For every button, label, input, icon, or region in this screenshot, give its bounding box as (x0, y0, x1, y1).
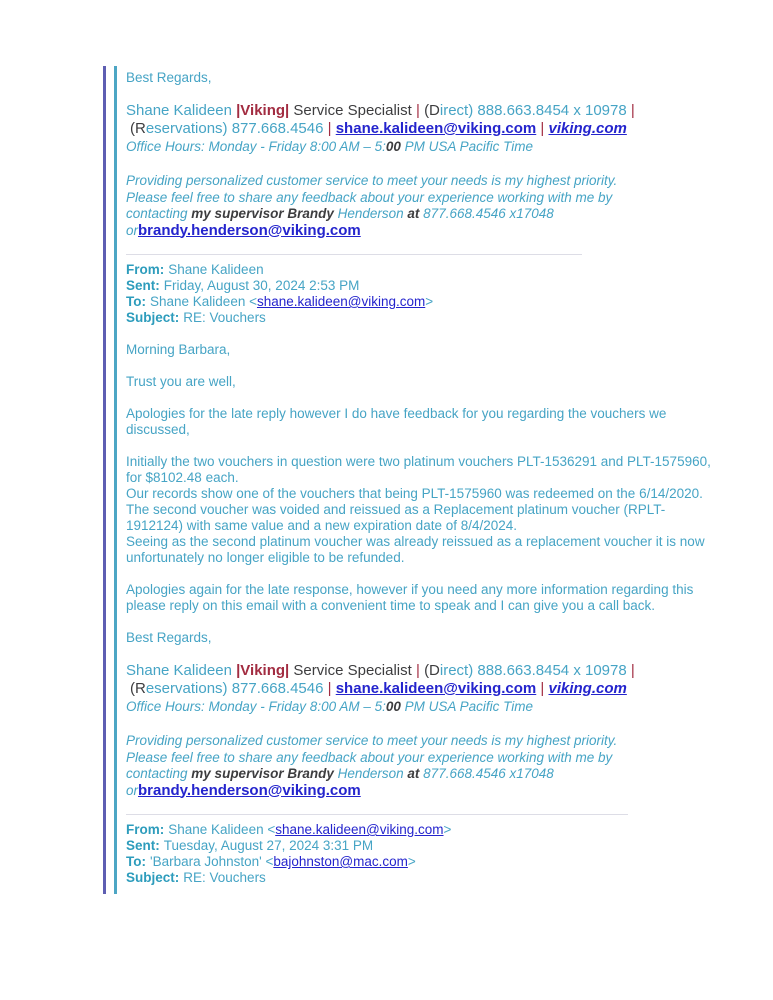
sent-label: Sent: (126, 278, 160, 293)
feedback-text: at (407, 766, 424, 781)
supervisor-surname: Henderson (337, 766, 408, 781)
to-label: To: (126, 294, 146, 309)
reservations-label-dark: (R (130, 680, 146, 697)
reservations-label: eservations) (145, 680, 232, 697)
separator-pipe: | (327, 680, 336, 697)
closing-paragraph: Apologies again for the late response, however if you need any more information regarding this please reply on this email with a convenient time to speak and I can give you a call back. (126, 582, 694, 613)
email-header-aug27 (126, 822, 714, 886)
sent-value: Tuesday, August 27, 2024 3:31 PM (163, 838, 374, 853)
subject-value: RE: Vouchers (183, 310, 266, 325)
supervisor-name: my supervisor Brandy (191, 206, 338, 221)
quote-bar-inner (114, 66, 714, 894)
separator-pipe: | (327, 120, 336, 137)
feedback-text: at (407, 206, 424, 221)
subject-label: Subject: (126, 870, 180, 885)
to-email-link[interactable]: bajohnston@mac.com (273, 854, 408, 869)
divider (126, 814, 628, 815)
feedback-line-4 (126, 223, 714, 240)
email-header-aug30 (126, 262, 714, 326)
signature-closing: Best Regards, (126, 70, 212, 85)
from-label: From: (126, 262, 165, 277)
header-to-row (126, 294, 714, 310)
separator-pipe: | (415, 662, 425, 679)
header-from-row (126, 822, 714, 838)
feedback-line-2: Please feel free to share any feedback about your experience working with me by (126, 749, 613, 765)
office-hours-minutes: 00 (385, 699, 401, 714)
signature-email-link[interactable]: shane.kalideen@viking.com (335, 120, 537, 137)
brand-name: Viking (240, 662, 286, 679)
feedback-line-3 (126, 766, 714, 783)
separator-pipe: | (536, 680, 549, 697)
apology-paragraph: Apologies for the late reply however I do have feedback for you regarding the vouchers we discussed, (126, 406, 667, 437)
direct-label-dark: (D (424, 662, 440, 679)
separator-pipe: | (630, 662, 635, 679)
signature-block (126, 662, 714, 799)
header-subject-row (126, 870, 714, 886)
feedback-line-4 (126, 783, 714, 800)
brand-pipe: | (236, 102, 241, 119)
header-from-row (126, 262, 714, 278)
sent-value: Friday, August 30, 2024 2:53 PM (163, 278, 360, 293)
brand-pipe: | (285, 662, 294, 679)
reservations-phone: 877.668.4546 (231, 120, 328, 137)
from-label: From: (126, 822, 165, 837)
sent-label: Sent: (126, 838, 160, 853)
supervisor-phone: 877.668.4546 x17048 (423, 206, 554, 221)
signature-block (126, 102, 714, 239)
brand-name: Viking (240, 102, 286, 119)
separator-pipe: | (630, 102, 635, 119)
signature-line-1 (126, 102, 714, 120)
feedback-line-1: Providing personalized customer service to meet your needs is my highest priority. (126, 733, 618, 748)
feedback-line-2: Please feel free to share any feedback about your experience working with me by (126, 189, 613, 205)
feedback-line-3 (126, 206, 714, 223)
website-link[interactable]: viking.com (548, 680, 627, 697)
supervisor-email-link[interactable]: brandy.henderson@viking.com (138, 781, 361, 799)
voucher-detail-line: The second voucher was voided and reissued as a Replacement platinum voucher (RPLT- 1912124) with same value and a new expiration date of 8/4/2024. (126, 502, 666, 533)
signature-role: Service Specialist (293, 102, 416, 119)
office-hours (126, 138, 714, 155)
direct-label: irect) (439, 662, 478, 679)
reservations-label: eservations) (145, 120, 232, 137)
subject-value: RE: Vouchers (183, 870, 266, 885)
feedback-text: contacting (126, 206, 192, 221)
voucher-detail-line: Seeing as the second platinum voucher was already reissued as a replacement voucher it is now unfortunately no longer eligible to be refunded. (126, 534, 705, 565)
direct-label: irect) (439, 102, 478, 119)
signature-name: Shane Kalideen (126, 102, 237, 119)
supervisor-email-link[interactable]: brandy.henderson@viking.com (138, 221, 361, 239)
wellbeing-line: Trust you are well, (126, 374, 236, 389)
signature-closing: Best Regards, (126, 630, 212, 645)
direct-phone: 888.663.8454 x 10978 (477, 662, 631, 679)
separator-pipe: | (415, 102, 425, 119)
signature-line-1 (126, 662, 714, 680)
voucher-details-paragraph (126, 454, 714, 566)
office-hours-text: PM USA Pacific Time (400, 699, 534, 714)
from-value: Shane Kalideen (168, 262, 264, 277)
subject-label: Subject: (126, 310, 180, 325)
to-email-link[interactable]: shane.kalideen@viking.com (256, 294, 426, 309)
voucher-detail-line: Initially the two vouchers in question were two platinum vouchers PLT-1536291 and PLT-1575960, for $8102.48 each. (126, 454, 711, 485)
reservations-label-dark: (R (130, 120, 146, 137)
to-name: 'Barbara Johnston' < (150, 854, 274, 869)
office-hours-text: PM USA Pacific Time (400, 139, 534, 154)
feedback-line-1: Providing personalized customer service to meet your needs is my highest priority. (126, 173, 618, 188)
feedback-text: or (126, 782, 139, 798)
quote-bar-outer (103, 66, 743, 894)
greeting: Morning Barbara, (126, 342, 231, 357)
direct-label-dark: (D (424, 102, 440, 119)
office-hours-text: Office Hours: Monday - Friday 8:00 AM – 5: (126, 139, 386, 154)
feedback-text: contacting (126, 766, 192, 781)
voucher-detail-line: Our records show one of the vouchers that being PLT-1575960 was redeemed on the 6/14/2020. (126, 486, 703, 501)
from-name: Shane Kalideen < (168, 822, 276, 837)
signature-email-link[interactable]: shane.kalideen@viking.com (335, 680, 537, 697)
office-hours-minutes: 00 (385, 139, 401, 154)
direct-phone: 888.663.8454 x 10978 (477, 102, 631, 119)
from-close-bracket: > (443, 822, 452, 837)
header-sent-row (126, 278, 714, 294)
signature-line-2 (126, 120, 714, 138)
supervisor-name: my supervisor Brandy (191, 766, 338, 781)
to-name: Shane Kalideen < (150, 294, 257, 309)
brand-pipe: | (236, 662, 241, 679)
supervisor-phone: 877.668.4546 x17048 (423, 766, 554, 781)
divider (126, 254, 582, 255)
signature-line-2 (126, 680, 714, 698)
reservations-phone: 877.668.4546 (231, 680, 328, 697)
website-link[interactable]: viking.com (548, 120, 627, 137)
to-close-bracket: > (407, 854, 416, 869)
header-sent-row (126, 838, 714, 854)
to-close-bracket: > (425, 294, 434, 309)
from-email-link[interactable]: shane.kalideen@viking.com (275, 822, 444, 837)
signature-role: Service Specialist (293, 662, 416, 679)
to-label: To: (126, 854, 146, 869)
feedback-text: or (126, 222, 139, 238)
supervisor-surname: Henderson (337, 206, 408, 221)
header-to-row (126, 854, 714, 870)
office-hours (126, 698, 714, 715)
brand-pipe: | (285, 102, 294, 119)
header-subject-row (126, 310, 714, 326)
signature-name: Shane Kalideen (126, 662, 237, 679)
separator-pipe: | (536, 120, 549, 137)
office-hours-text: Office Hours: Monday - Friday 8:00 AM – 5: (126, 699, 386, 714)
